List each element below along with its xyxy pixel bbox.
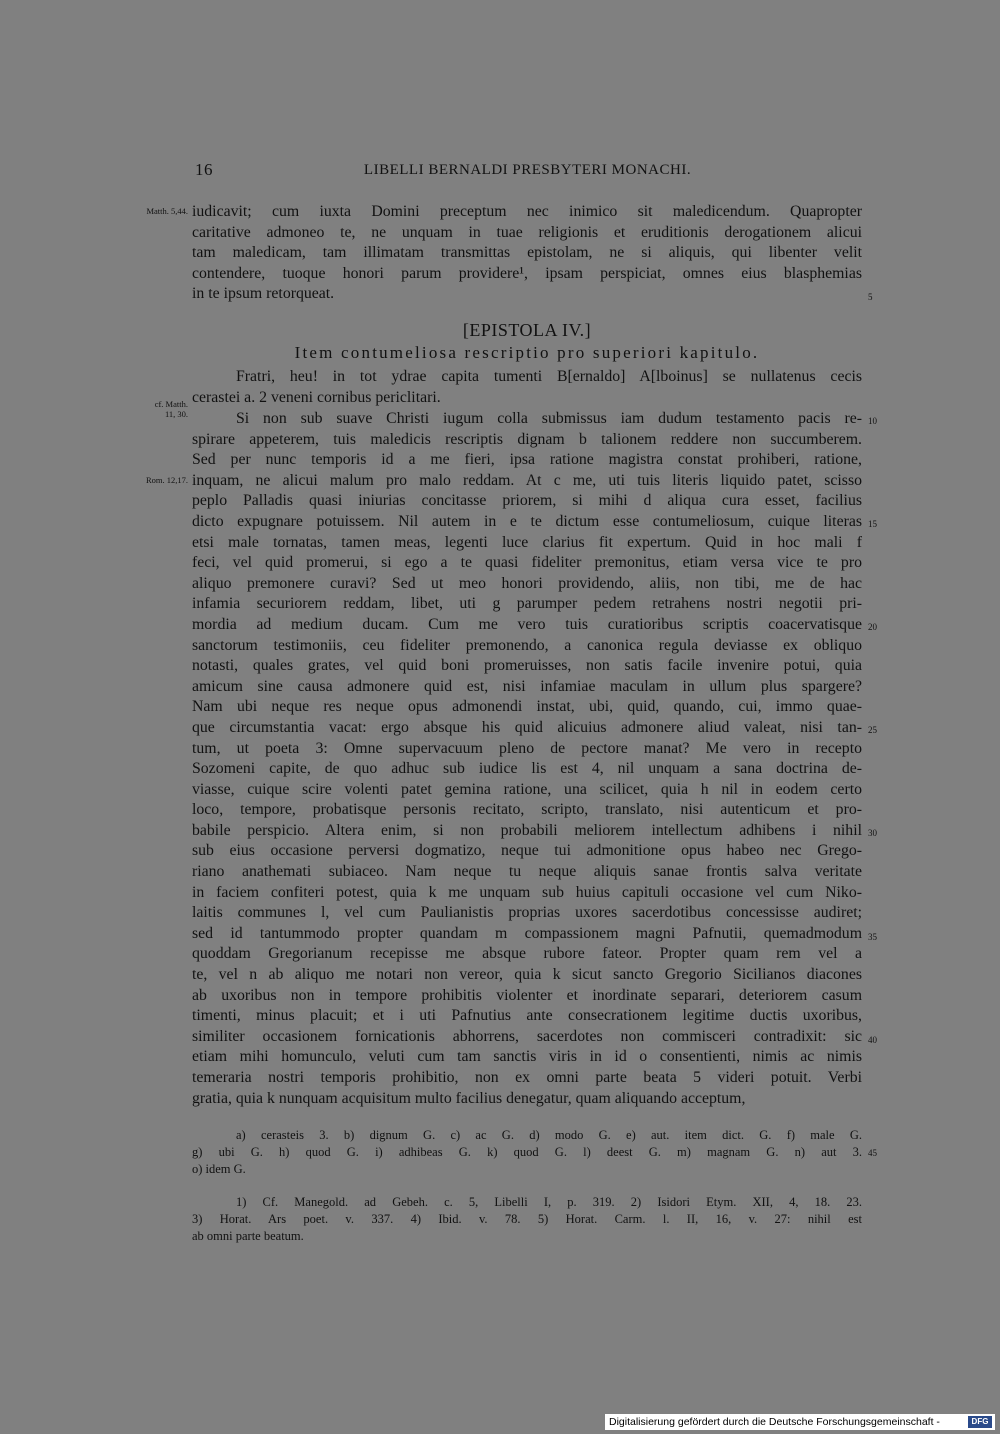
margin-ref: cf. Matth. — [154, 399, 188, 409]
epistola-title: [EPISTOLA IV.] — [462, 320, 592, 340]
note-line: o) idem G. — [192, 1162, 246, 1176]
text-line: notasti, quales grates, vel quid boni promeruisses, non satis facile invenire potui, quia — [192, 657, 862, 675]
text-line: Sozomeni capite, de quo adhuc sub iudice lis est 4, nil unquam a sana doctrina de- — [192, 760, 862, 778]
text-line: Sed per nunc temporis id a me fieri, ipsa ratione magistra constat prohiberi, ratione, — [192, 451, 862, 469]
text-line: feci, vel quid promerui, si ego a te quasi fideliter premonitus, etiam versa vice te pro — [192, 554, 862, 572]
text-line: etsi male tornatas, tamen meas, legenti luce clarius fit expertum. Quid in hoc mali f — [192, 533, 862, 551]
text-line: cerastei a. 2 veneni cornibus periclitari. — [192, 388, 441, 406]
dfg-logo-icon: DFG — [968, 1416, 992, 1428]
text-line: que circumstantia vacat: ergo absque his quid alicuius admonere aliud valeat, nisi tan- — [192, 718, 862, 736]
text-line: tam maledicam, tam illimatam transmittas epistolam, ne si aliquis, qui libenter velit — [192, 244, 862, 262]
text-line: timenti, minus placuit; et i uti Pafnutius ante consecrationem legitime ductis uxoribus, — [192, 1007, 862, 1025]
text-line: caritative admoneo te, ne unquam in tuae religionis et eruditionis derogationem alicui — [192, 223, 862, 241]
intro-paragraph — [192, 202, 862, 305]
text-line: Si non sub suave Christi iugum colla submissus iam dudum testamento pacis re- — [236, 410, 862, 427]
text-line: Fratri, heu! in tot ydrae capita tumenti B[ernaldo] A[lboinus] se nullatenus cecis — [236, 368, 862, 385]
margin-ref: 11, 30. — [164, 409, 188, 419]
line-number: 45 — [868, 1148, 877, 1158]
note-line: a) cerasteis 3. b) dignum G. c) ac G. d) modo G. e) aut. item dict. G. f) male G. — [236, 1128, 862, 1142]
text-line: laitis communes l, vel cum Paulianistis proprias uxores sacerdotibus concessisse audiret; — [192, 904, 862, 922]
line-number: 10 — [868, 416, 877, 426]
text-line: peplo Palladis quasi iniurias concitasse priorem, si mihi d aliqua cura esset, facilius — [192, 492, 862, 510]
text-line: aliquo premonere curavi? Sed ut meo honori providendo, aliis, non tibi, me de hac — [192, 574, 862, 592]
text-line: te, vel n ab aliquo me notari non vereor, quia k sicut sancto Gregorio Sicilianos diacones — [192, 966, 862, 984]
text-line: tum, ut poeta 3: Omne supervacuum pleno de pectore manat? Me vero in recepto — [192, 739, 862, 757]
text-line: contendere, tuoque honori parum providere¹, ipsam perspiciat, omnes eius blasphemias — [192, 264, 862, 282]
text-line: in faciem confiteri potest, quia k me unquam sub huius capituli occasione vel cum Niko- — [192, 883, 862, 901]
line-number: 15 — [868, 519, 877, 529]
text-line: in te ipsum retorqueat. — [192, 285, 335, 303]
text-line: loco, tempore, probatisque personis recitato, scripto, translato, nisi autenticum et pro- — [192, 801, 862, 819]
note-line: g) ubi G. h) quod G. i) adhibeas G. k) quod G. l) deest G. m) magnam G. n) aut 3. — [192, 1145, 862, 1159]
line-number: 25 — [868, 725, 877, 735]
margin-ref: Rom. 12,17. — [145, 475, 188, 485]
line-number: 5 — [868, 292, 873, 302]
line-number: 40 — [868, 1035, 877, 1045]
text-line: inquam, ne alicui malum pro malo reddam. At c me, uti tuis literis liquido patet, scisso — [192, 471, 862, 489]
text-line: etiam mihi homunculo, veluti cum tam sanctis viris in id o consentienti, nimis ac nimis — [192, 1048, 862, 1066]
footer-text: Digitalisierung gefördert durch die Deutsche Forschungsgemeinschaft - — [609, 1416, 940, 1428]
text-line: viasse, cuique scire volenti patet gemina ratione, una scilicet, quia h nil in eodem certo — [192, 780, 862, 798]
running-title: LIBELLI BERNALDI PRESBYTERI MONACHI. — [363, 162, 692, 178]
text-line: Nam ubi neque res neque opus admonendi instat, ubi, quid, quando, cui, immo quae- — [192, 698, 862, 716]
text-line: similiter occasionem fornicationis abhorrens, sacerdotes non commisceri contradixit: sic — [192, 1027, 862, 1045]
epistola-subtitle: Item contumeliosa rescriptio pro superiori kapitulo. — [294, 343, 760, 362]
line-number: 30 — [868, 828, 877, 838]
text-line: babile perspicio. Altera enim, si non probabili meliorem intellectum adhibens i nihil — [192, 821, 862, 839]
digitization-footer — [605, 1414, 995, 1430]
text-line: dicto expugnare potuissem. Nil autem in e te dictum esse contumeliosum, cuique literas — [192, 512, 862, 530]
page-number: 16 — [195, 160, 213, 179]
line-number: 35 — [868, 932, 877, 942]
variant-notes — [192, 1127, 862, 1178]
text-line: ab uxoribus non in tempore prohibitis violenter et inordinate separari, deteriorem casum — [192, 986, 862, 1004]
text-line: iudicavit; cum iuxta Domini preceptum nec inimico sit maledicendum. Quapropter — [192, 203, 862, 220]
text-line: mordia ad medium ducam. Cum me vero tuis curatioribus scriptis coacervatisque — [192, 615, 862, 633]
text-line: sed id tantummodo propter quandam m compassionem magni Pafnutii, quemadmodum — [192, 924, 862, 942]
text-line: infamia securiorem reddam, libet, uti g parumper pedem retrahens nostri negotii pri- — [192, 595, 862, 613]
text-line: sanctorum testimoniis, ceu fideliter premonendo, a canonica regula deviasse ex obliquo — [192, 636, 862, 654]
note-line: ab omni parte beatum. — [192, 1229, 304, 1243]
salutation — [192, 367, 862, 408]
text-line: sub eius occasione perversi dogmatizo, neque tui admonitione opus habeo nec Grego- — [192, 842, 862, 860]
margin-ref: Matth. 5,44. — [146, 206, 188, 216]
text-line: spirare appeterem, tuis maledicis rescriptis dignam b talionem reddere non succumberem. — [192, 430, 862, 448]
source-notes — [192, 1194, 862, 1245]
text-line: gratia, quia k nunquam acquisitum multo facilius denegatur, quam aliquando acceptum, — [192, 1089, 746, 1107]
note-line: 1) Cf. Manegold. ad Gebeh. c. 5, Libelli I, p. 319. 2) Isidori Etym. XII, 4, 18. 23. — [236, 1195, 862, 1209]
note-line: 3) Horat. Ars poet. v. 337. 4) Ibid. v. 78. 5) Horat. Carm. l. II, 16, v. 27: nihil est — [192, 1212, 862, 1226]
line-number: 20 — [868, 622, 877, 632]
text-line: temeraria nostri temporis prohibitio, non ex omni parte beata 5 videri potuit. Verbi — [192, 1069, 862, 1086]
text-line: quoddam Gregorianum recepisse me absque rubore fateor. Propter quam rem vel a — [192, 945, 862, 963]
text-line: riano anathemati subiaceo. Nam neque tu neque aliquis sanae frontis salva veritate — [192, 863, 862, 881]
text-line: amicum sine causa admonere quid est, nisi infamiae maculam in ullum plus spargere? — [192, 677, 862, 695]
main-text — [192, 409, 862, 1109]
